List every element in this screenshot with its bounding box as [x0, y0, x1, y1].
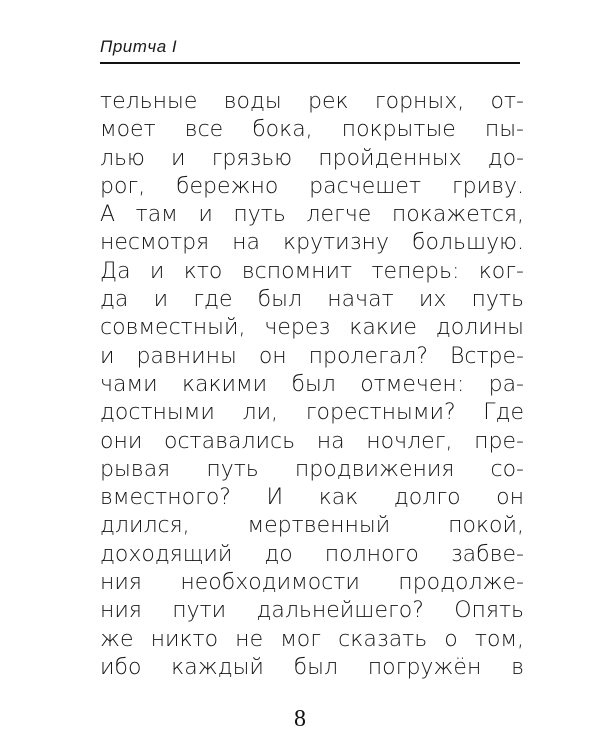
- text-line: же никто не мог сказать о том,: [100, 626, 524, 652]
- text-line: А там и путь легче покажется,: [100, 202, 524, 228]
- text-line: достными ли, горестными? Где: [100, 400, 524, 426]
- text-line: тельные воды рек горных, от-: [100, 89, 524, 114]
- body-text: [100, 88, 524, 682]
- text-line: Да и кто вспомнит теперь: ког-: [100, 258, 524, 284]
- text-line: ния необходимости продолже-: [100, 570, 524, 596]
- text-line: совместный, через какие долины: [100, 315, 524, 341]
- header-rule: [100, 62, 520, 64]
- text-line: ибо каждый был погружён в: [100, 654, 524, 680]
- text-line: они оставались на ночлег, пре-: [100, 428, 524, 454]
- running-head-title: Притча I: [100, 37, 178, 56]
- text-line: несмотря на крутизну большую.: [100, 230, 524, 256]
- text-line: моет все бока, покрытые пы-: [100, 117, 524, 143]
- text-line: рывая путь продвижения со-: [100, 456, 524, 482]
- page-number: 8: [294, 706, 306, 732]
- text-line: чами какими был отмечен: ра-: [100, 371, 524, 397]
- text-line: ния пути дальнейшего? Опять: [100, 598, 524, 624]
- text-line: длился, мертвенный покой,: [100, 513, 524, 539]
- text-line: лью и грязью пройденных до-: [100, 145, 524, 171]
- text-line: рог, бережно расчешет гриву.: [100, 173, 524, 199]
- text-line: доходящий до полного забве-: [100, 541, 524, 567]
- text-line: и равнины он пролегал? Встре-: [100, 343, 524, 369]
- text-line: вместного? И как долго он: [100, 485, 524, 511]
- text-line: да и где был начат их путь: [100, 287, 524, 313]
